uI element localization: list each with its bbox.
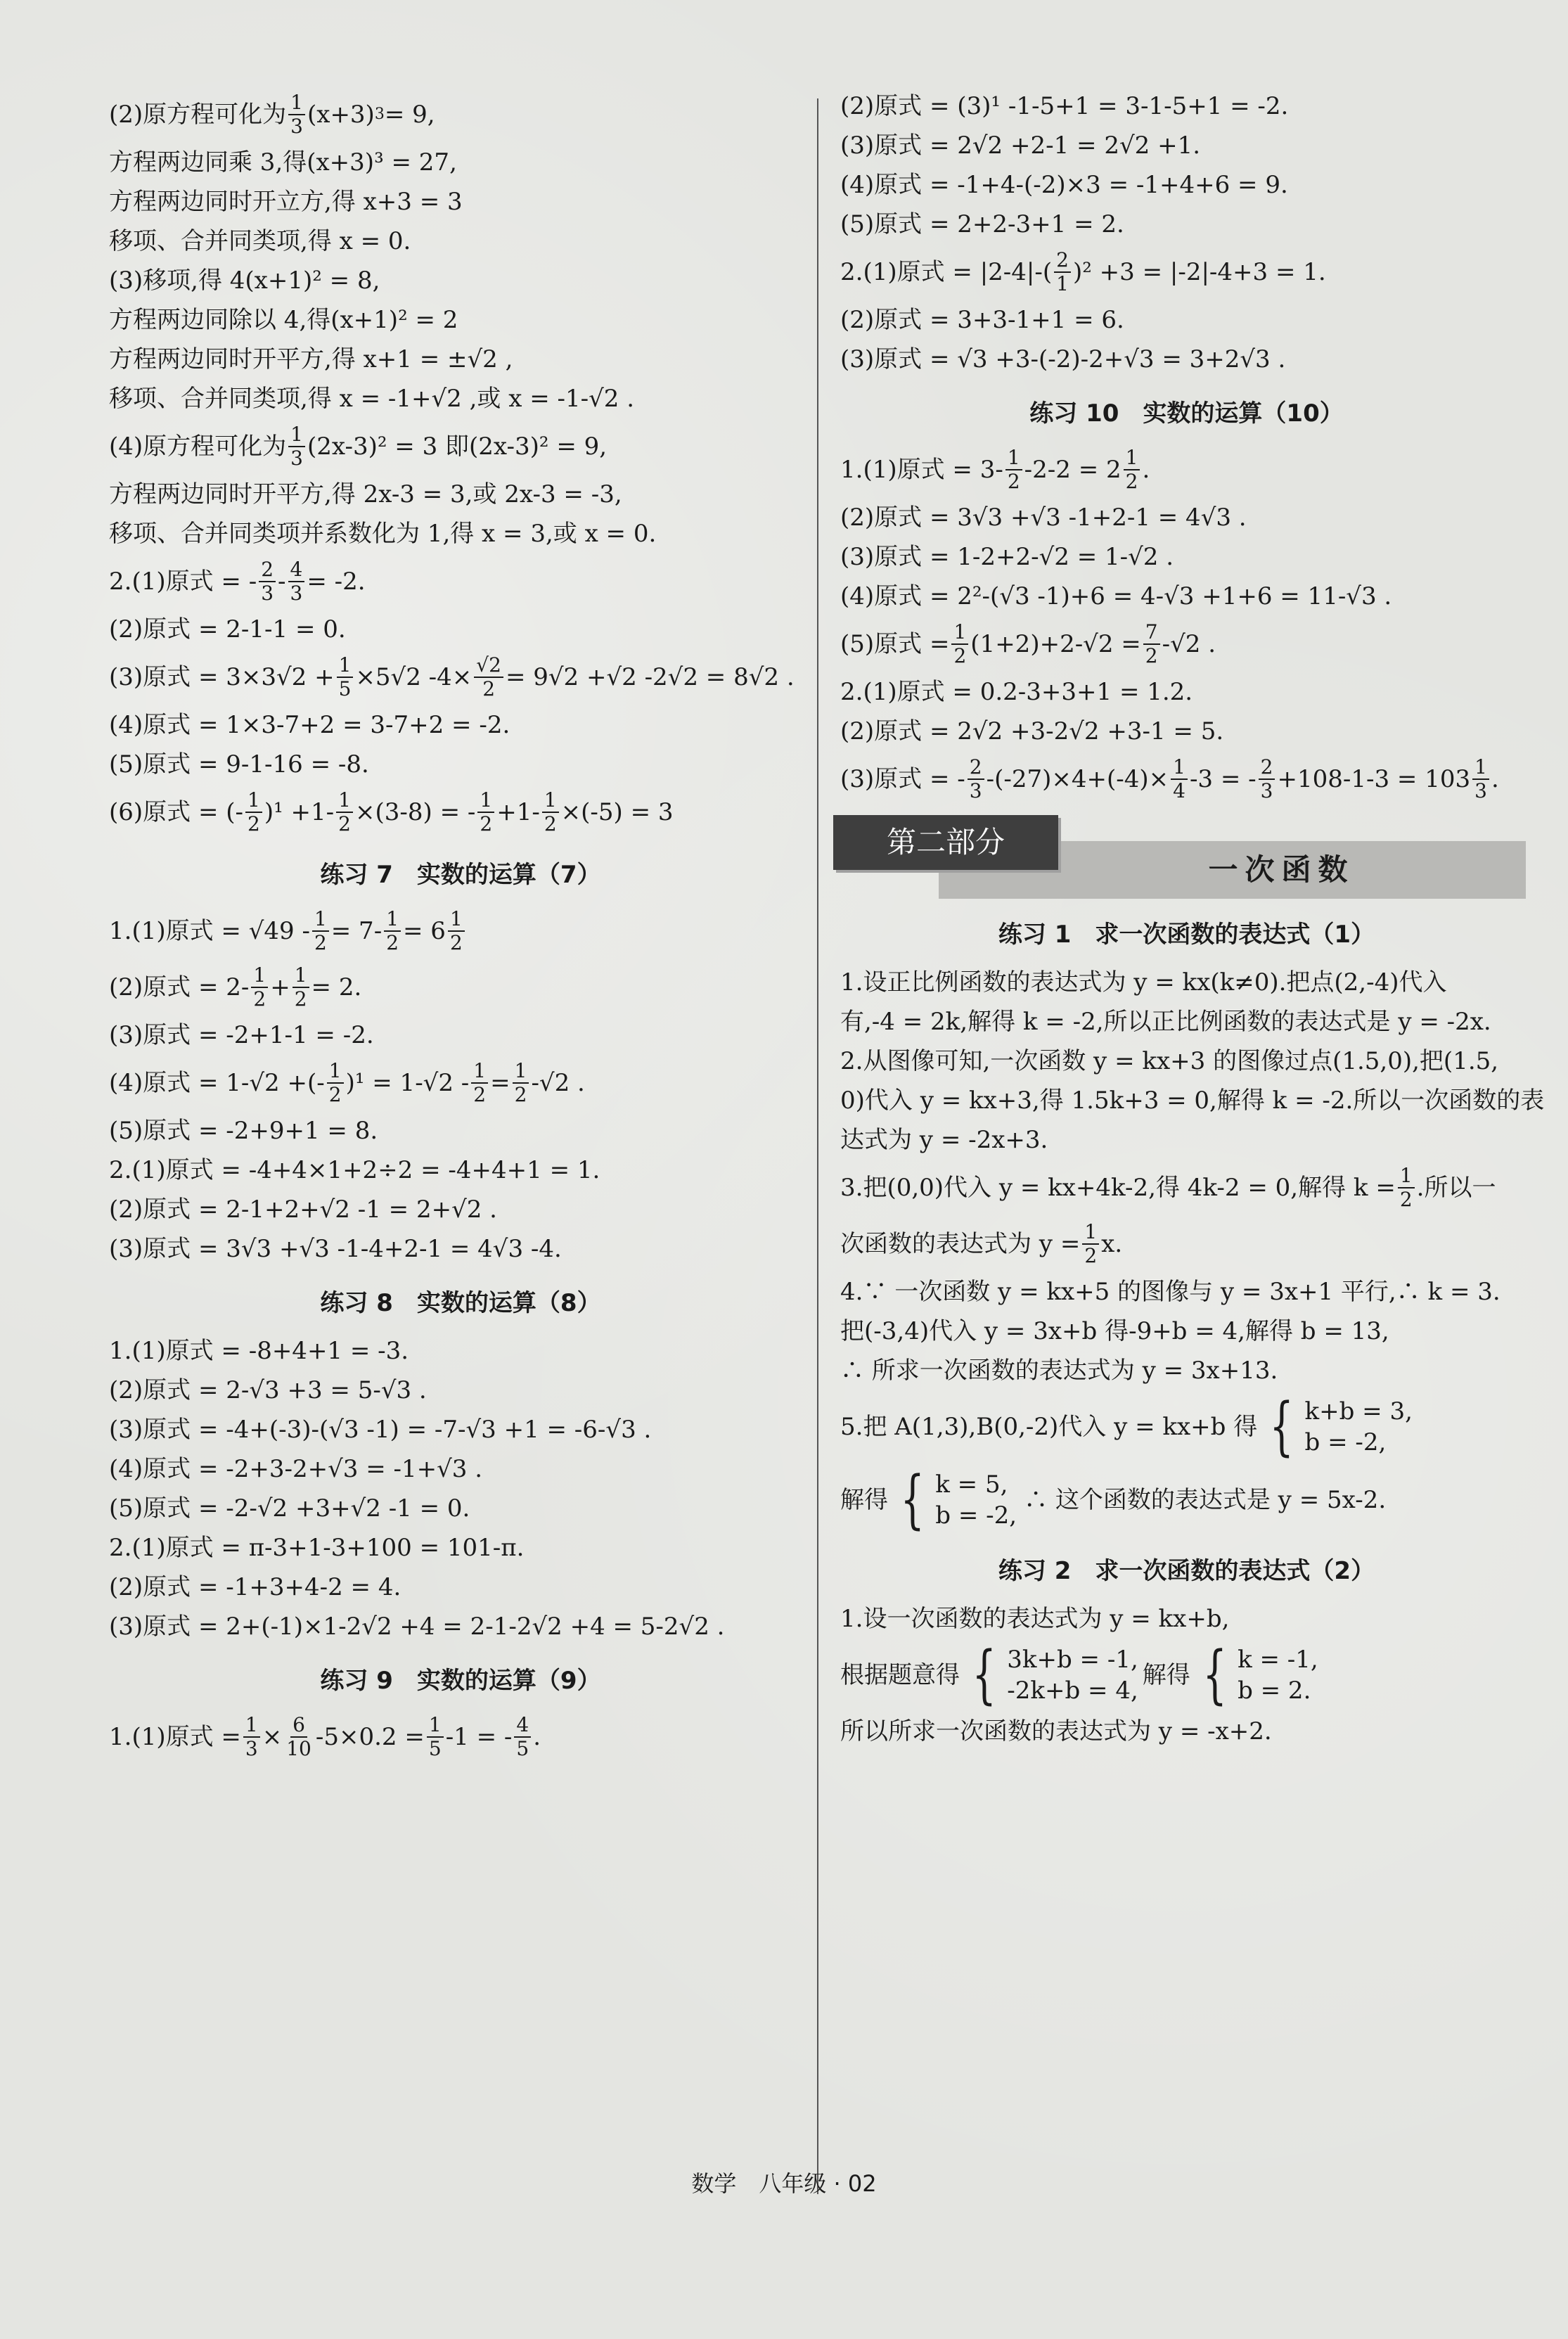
answer-line: (4)原式 = -2+3-2+√3 = -1+√3 .: [109, 1455, 483, 1483]
answer-line: (3)原式 = √3 +3-(-2)-2+√3 = 3+2√3 .: [840, 345, 1286, 373]
answer-line: (2)原式 = 2- $\frac{1}{2}$ + $\frac{1}{2}$ = 2.: [109, 963, 362, 1011]
answer-line: (5)原式 = -2-√2 +3+√2 -1 = 0.: [109, 1494, 470, 1523]
fraction: $\frac{√2}{2}$: [474, 654, 503, 700]
answer-line: (5)原式 = -2+9+1 = 8.: [109, 1117, 378, 1145]
answer-line: 移项、合并同类项并系数化为 1,得 x = 3,或 x = 0.: [109, 520, 657, 548]
equation-system: { k = 5, b = -2,: [900, 1463, 1017, 1537]
answer-line: (4)原式 = 1×3-7+2 = 3-7+2 = -2.: [109, 711, 510, 739]
answer-line: 根据题意得 { 3k+b = -1, -2k+b = 4, 解得 { k = -1, b = 2.: [840, 1638, 1318, 1712]
fraction: $\frac{1}{2}$: [251, 964, 268, 1011]
fraction: $\frac{1}{2}$: [312, 908, 329, 954]
answer-line: (4)原式 = 2²-(√3 -1)+6 = 4-√3 +1+6 = 11-√3 .: [840, 582, 1392, 610]
answer-line: 方程两边同时开平方,得 x+1 = ±√2 ,: [109, 345, 513, 373]
fraction: $\frac{1}{2}$: [384, 908, 401, 954]
column-divider: [817, 98, 818, 2194]
answer-line: (2)原式 = 2-1+2+√2 -1 = 2+√2 .: [109, 1196, 497, 1224]
answer-line: (4)原式 = 1-√2 +(- $\frac{1}{2}$ )¹ = 1-√2 - $\frac{1}{2}$ = $\frac{1}{2}$ -√2 .: [109, 1059, 585, 1106]
fraction: $\frac{1}{3}$: [243, 1714, 260, 1760]
fraction: $\frac{6}{10}$: [286, 1713, 311, 1760]
text: = 9,: [384, 101, 435, 129]
answer-line: 移项、合并同类项,得 x = 0.: [109, 227, 411, 255]
fraction: $\frac{1}{2}$: [1124, 447, 1140, 493]
fraction: $\frac{2}{3}$: [968, 756, 984, 802]
fraction: $\frac{1}{5}$: [427, 1714, 444, 1760]
answer-line: 达式为 y = -2x+3.: [840, 1126, 1048, 1154]
answer-line: (3)原式 = 3√3 +√3 -1-4+2-1 = 4√3 -4.: [109, 1235, 562, 1263]
answer-line: 3.把(0,0)代入 y = kx+4k-2,得 4k-2 = 0,解得 k = $\frac{1}{2}$ .所以一: [840, 1164, 1496, 1211]
fraction: $\frac{1}{2}$: [336, 789, 353, 835]
fraction: $\frac{1}{5}$: [337, 654, 354, 700]
answer-line: ∴ 所求一次函数的表达式为 y = 3x+13.: [840, 1357, 1278, 1385]
answer-line: 把(-3,4)代入 y = 3x+b 得-9+b = 4,解得 b = 13,: [840, 1317, 1389, 1345]
fraction: $\frac{1}{2}$: [513, 1060, 529, 1106]
fraction: $\frac{4}{5}$: [514, 1714, 531, 1760]
answer-line: 2.(1)原式 = - $\frac{2}{3}$ - $\frac{4}{3}$ = -2.: [109, 558, 366, 605]
answer-line: 解得 { k = 5, b = -2, ∴ 这个函数的表达式是 y = 5x-2.: [840, 1463, 1387, 1537]
answer-line: 1.(1)原式 = 3- $\frac{1}{2}$ -2-2 = 2 $\frac{1}{2}$ .: [840, 446, 1150, 493]
section-heading-function-practice-2: 练习 2 求一次函数的表达式（2）: [998, 1557, 1375, 1585]
answer-line: (2)原式 = 3+3-1+1 = 6.: [840, 306, 1124, 334]
fraction: $\frac{2}{3}$: [1259, 756, 1275, 802]
part-two-banner: [833, 809, 1533, 901]
answer-line: (2)原式 = 2-1-1 = 0.: [109, 615, 346, 643]
answer-line: (2)原式 = -1+3+4-2 = 4.: [109, 1573, 401, 1601]
answer-line: (2)原式 = 2√2 +3-2√2 +3-1 = 5.: [840, 717, 1224, 745]
answer-line: 5.把 A(1,3),B(0,-2)代入 y = kx+b 得 { k+b = 3, b = -2,: [840, 1390, 1413, 1463]
answer-line: 1.设一次函数的表达式为 y = kx+b,: [840, 1605, 1230, 1633]
answer-line: 2.(1)原式 = 0.2-3+3+1 = 1.2.: [840, 678, 1193, 706]
section-heading-function-practice-1: 练习 1 求一次函数的表达式（1）: [998, 921, 1375, 949]
fraction: $\frac{1}{2}$: [448, 908, 465, 954]
fraction: $\frac{7}{2}$: [1143, 621, 1160, 667]
answer-line: (4)原式 = -1+4-(-2)×3 = -1+4+6 = 9.: [840, 171, 1288, 199]
fraction: $\frac{1}{2}$: [542, 789, 559, 835]
answer-line: 0)代入 y = kx+3,得 1.5k+3 = 0,解得 k = -2.所以一次函数的表: [840, 1087, 1545, 1115]
answer-line: 1.(1)原式 = $\frac{1}{3}$ × $\frac{6}{10}$ -5×0.2 = $\frac{1}{5}$ -1 = - $\frac{4}{5}$ .: [109, 1713, 541, 1760]
answer-line: 所以所求一次函数的表达式为 y = -x+2.: [840, 1717, 1272, 1745]
answer-line: (3)原式 = - $\frac{2}{3}$ -(-27)×4+(-4)× $\frac{1}{4}$ -3 = - $\frac{2}{3}$ +108-1-3 = 103 $\frac{1}{3}$ .: [840, 755, 1499, 802]
answer-line: 方程两边同时开平方,得 2x-3 = 3,或 2x-3 = -3,: [109, 480, 622, 508]
answer-line: 有,-4 = 2k,解得 k = -2,所以正比例函数的表达式是 y = -2x.: [840, 1008, 1491, 1036]
fraction: $\frac{1}{2}$: [245, 789, 262, 835]
answer-line: 4.∵ 一次函数 y = kx+5 的图像与 y = 3x+1 平行,∴ k = 3.: [840, 1278, 1500, 1306]
section-heading-practice-10: 练习 10 实数的运算（10）: [1029, 399, 1344, 428]
answer-line: 方程两边同时开立方,得 x+3 = 3: [109, 188, 463, 216]
fraction: $\frac{1}{2}$: [471, 1060, 488, 1106]
part-title: 一次函数: [939, 841, 1526, 899]
left-column: [109, 91, 812, 1760]
fraction: $\frac{4}{3}$: [288, 558, 305, 605]
fraction: $\frac{1}{2}$: [951, 621, 968, 667]
right-column: [840, 91, 1545, 1746]
part-label: 第二部分: [833, 815, 1058, 870]
answer-line: 2.(1)原式 = |2-4|-( $\frac{2}{1}$ )² +3 = |-2|-4+3 = 1.: [840, 248, 1326, 295]
fraction: $\frac{2}{1}$: [1054, 249, 1071, 295]
answer-line: (3)移项,得 4(x+1)² = 8,: [109, 267, 380, 295]
answer-line: 方程两边同乘 3,得(x+3)³ = 27,: [109, 148, 457, 177]
answer-line: 2.(1)原式 = π-3+1-3+100 = 101-π.: [109, 1534, 525, 1562]
fraction: $\frac{1}{3}$: [288, 423, 305, 470]
fraction: $\frac{1}{2}$: [293, 964, 309, 1011]
answer-line: 2.从图像可知,一次函数 y = kx+3 的图像过点(1.5,0),把(1.5,: [840, 1047, 1499, 1075]
answer-line: (2)原式 = (3)¹ -1-5+1 = 3-1-5+1 = -2.: [840, 92, 1289, 120]
section-heading-practice-9: 练习 9 实数的运算（9）: [320, 1667, 601, 1695]
answer-line: 1.(1)原式 = -8+4+1 = -3.: [109, 1337, 409, 1365]
fraction: $\frac{1}{2}$: [1398, 1165, 1415, 1211]
answer-line: 1.(1)原式 = √49 - $\frac{1}{2}$ = 7- $\frac{1}{2}$ = 6 $\frac{1}{2}$: [109, 908, 812, 954]
answer-line: (3)原式 = -2+1-1 = -2.: [109, 1021, 374, 1049]
section-heading-practice-7: 练习 7 实数的运算（7）: [320, 861, 601, 889]
fraction: $\frac{1}{3}$: [1472, 756, 1489, 802]
page-footer: 数学 八年级 · 02: [691, 2170, 877, 2197]
equation-system: { k = -1, b = 2.: [1202, 1638, 1318, 1712]
fraction: $\frac{1}{2}$: [1082, 1221, 1099, 1267]
answer-line: (2)原方程可化为 $\frac{1}{3}$ (x+3) 3 = 9,: [109, 91, 435, 138]
fraction: $\frac{2}{3}$: [259, 558, 276, 605]
answer-line: (5)原式 = 9-1-16 = -8.: [109, 750, 369, 778]
answer-line: (3)原式 = 2+(-1)×1-2√2 +4 = 2-1-2√2 +4 = 5-2√2 .: [109, 1613, 725, 1641]
answer-line: (6)原式 = (- $\frac{1}{2}$ )¹ +1- $\frac{1}{2}$ ×(3-8) = - $\frac{1}{2}$ +1- $\frac{1}{2}$ ×(-5) = 3: [109, 788, 674, 835]
fraction: $\frac{1}{2}$: [477, 789, 494, 835]
answer-line: 方程两边同除以 4,得(x+1)² = 2: [109, 306, 458, 334]
answer-line: 2.(1)原式 = -4+4×1+2÷2 = -4+4+1 = 1.: [109, 1156, 600, 1184]
answer-line: (3)原式 = 2√2 +2-1 = 2√2 +1.: [840, 132, 1201, 160]
fraction: $\frac{1}{3}$: [288, 91, 305, 138]
answer-line: (2)原式 = 2-√3 +3 = 5-√3 .: [109, 1376, 427, 1404]
fraction: $\frac{1}{2}$: [327, 1060, 344, 1106]
answer-line: (3)原式 = -4+(-3)-(√3 -1) = -7-√3 +1 = -6-√3 .: [109, 1416, 652, 1444]
equation-system: { k+b = 3, b = -2,: [1269, 1390, 1413, 1463]
answer-line: 次函数的表达式为 y = $\frac{1}{2}$ x.: [840, 1220, 1123, 1267]
answer-line: (5)原式 = 2+2-3+1 = 2.: [840, 210, 1124, 238]
section-heading-practice-8: 练习 8 实数的运算（8）: [320, 1289, 601, 1317]
answer-line: (2)原式 = 3√3 +√3 -1+2-1 = 4√3 .: [840, 504, 1247, 532]
text: (2)原方程可化为: [109, 101, 287, 129]
answer-line: 1.设正比例函数的表达式为 y = kx(k≠0).把点(2,-4)代入: [840, 968, 1447, 997]
fraction: $\frac{1}{2}$: [1005, 447, 1022, 493]
text: (x+3): [307, 101, 375, 129]
answer-line: 移项、合并同类项,得 x = -1+√2 ,或 x = -1-√2 .: [109, 385, 635, 413]
answer-line: (3)原式 = 1-2+2-√2 = 1-√2 .: [840, 543, 1174, 571]
answer-line: (3)原式 = 3×3√2 + $\frac{1}{5}$ ×5√2 -4× $\frac{√2}{2}$ = 9√2 +√2 -2√2 = 8√2 .: [109, 653, 795, 700]
answer-line: (5)原式 = $\frac{1}{2}$ (1+2)+2-√2 = $\frac{7}{2}$ -√2 .: [840, 620, 1216, 667]
answer-line: (4)原方程可化为 $\frac{1}{3}$ (2x-3)² = 3 即(2x-3)² = 9,: [109, 423, 608, 470]
equation-system: { 3k+b = -1, -2k+b = 4,: [972, 1638, 1138, 1712]
fraction: $\frac{1}{4}$: [1171, 756, 1188, 802]
